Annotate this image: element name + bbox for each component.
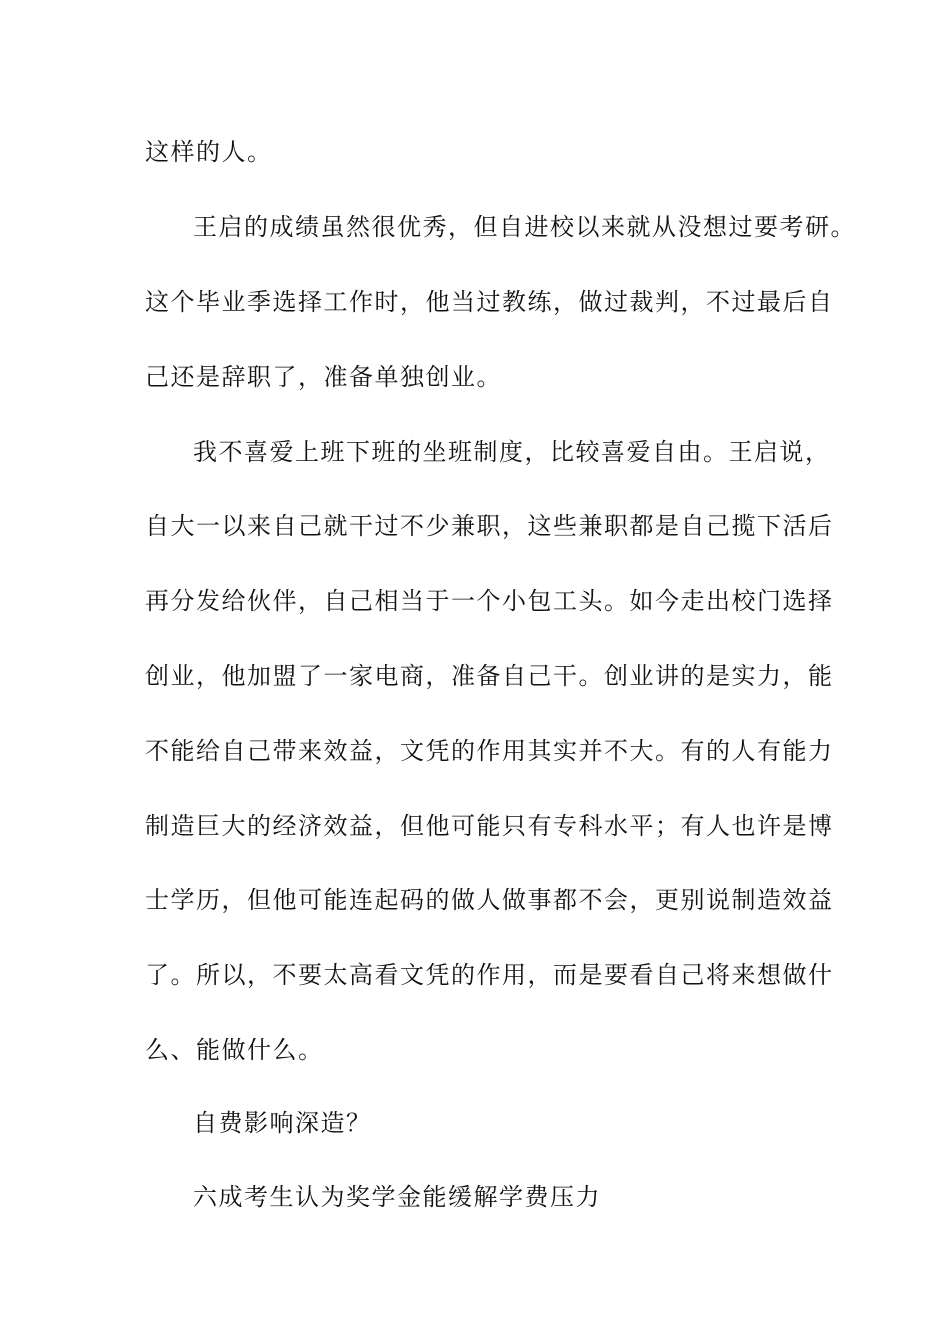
body-text-line: 己还是辞职了，准备单独创业。 [145,363,502,391]
body-text-line: 制造巨大的经济效益，但他可能只有专科水平；有人也许是博 [145,812,834,840]
body-text-line: 创业，他加盟了一家电商，准备自己干。创业讲的是实力，能 [145,662,834,690]
body-text-line: 王启的成绩虽然很优秀，但自进校以来就从没想过要考研。 [193,213,856,241]
body-text-line: 这样的人。 [145,138,273,166]
body-text-line: 这个毕业季选择工作时，他当过教练，做过裁判，不过最后自 [145,288,834,316]
body-text-line: 再分发给伙伴，自己相当于一个小包工头。如今走出校门选择 [145,587,834,615]
section-heading: 自费影响深造？ [193,1109,372,1137]
body-text-line: 士学历，但他可能连起码的做人做事都不会，更别说制造效益 [145,886,834,914]
body-text-line: 自大一以来自己就干过不少兼职，这些兼职都是自己揽下活后 [145,512,834,540]
body-text-line: 我不喜爱上班下班的坐班制度，比较喜爱自由。王启说， [193,438,831,466]
body-text-line: 了。所以，不要太高看文凭的作用，而是要看自己将来想做什 [145,961,834,989]
body-text-line: 么、能做什么。 [145,1036,324,1064]
section-subheading: 六成考生认为奖学金能缓解学费压力 [193,1183,601,1211]
body-text-line: 不能给自己带来效益，文凭的作用其实并不大。有的人有能力 [145,737,834,765]
